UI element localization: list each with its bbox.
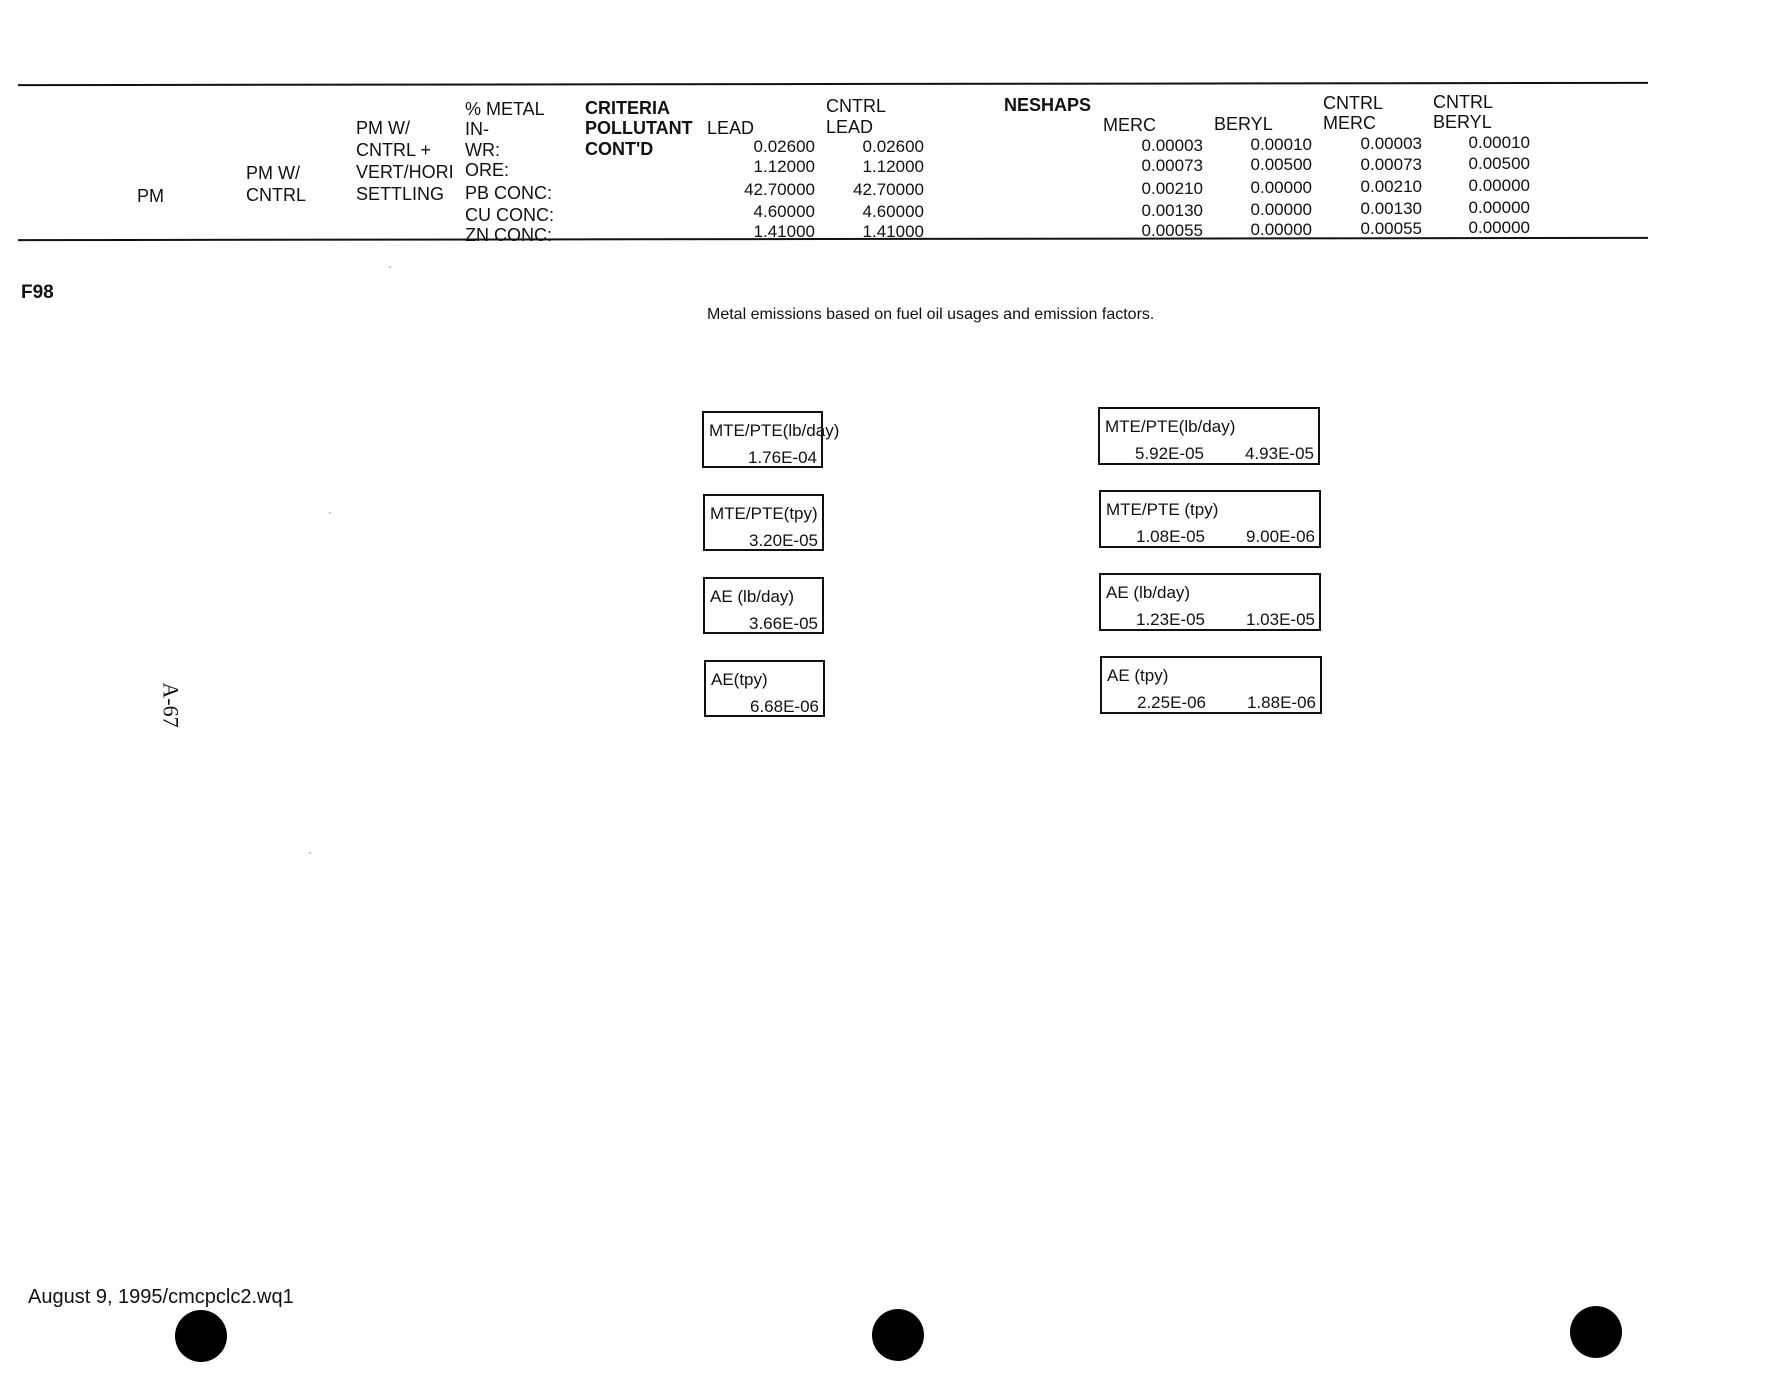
header-pm-w-cntrl-vert-4: SETTLING [356,184,445,204]
header-metal-in-ore-2: IN- [465,119,489,139]
header-metal-in-ore-1: % METAL [465,99,545,119]
left-box-ae-tpy [704,660,825,717]
box-value: 3.66E-05 [749,614,818,633]
scan-speck [309,852,311,854]
right-box-mte-pte-lb-day [1098,407,1320,465]
header-pm-w-cntrl-1: PM W/ [246,163,300,183]
punch-hole-right [1570,1306,1622,1358]
box-value-1: 1.23E-05 [1136,610,1205,629]
box-label: AE (tpy) [1107,666,1169,685]
cell-merc: 0.00055 [1141,221,1203,240]
cell-cntrl-merc: 0.00210 [1360,177,1422,196]
header-pm: PM [137,186,164,206]
cell-beryl: 0.00000 [1250,220,1312,239]
row-label-zn-conc: ZN CONC: [465,225,552,245]
header-cntrl-beryl-2: BERYL [1433,112,1492,132]
section-code: F98 [21,282,54,303]
scan-speck [389,266,391,268]
box-label: AE (lb/day) [1106,583,1191,602]
box-value-2: 1.03E-05 [1246,610,1315,629]
header-cntrl-lead-2: LEAD [826,117,874,137]
header-criteria-1: CRITERIA [585,98,670,118]
header-beryl: BERYL [1214,114,1273,134]
box-label: MTE/PTE(tpy) [710,504,818,523]
cell-lead: 1.41000 [753,222,815,241]
box-value-2: 4.93E-05 [1245,444,1314,463]
page-number: A-67 [158,682,184,728]
header-metal-in-ore-4: ORE: [465,160,510,180]
cell-merc: 0.00003 [1141,136,1203,155]
cell-cntrl-beryl: 0.00000 [1468,218,1530,237]
cell-lead: 42.70000 [744,180,815,199]
box-label: MTE/PTE (tpy) [1106,500,1219,519]
cell-beryl: 0.00500 [1250,155,1312,174]
box-value-2: 9.00E-06 [1246,527,1315,546]
box-value: 3.20E-05 [749,531,818,550]
cell-cntrl-lead: 4.60000 [862,202,924,221]
right-box-ae-lb-day [1099,573,1321,631]
metal-emissions-note: Metal emissions based on fuel oil usages and emission factors. [707,306,1155,323]
right-box-ae-tpy [1100,656,1322,714]
cell-beryl: 0.00010 [1250,135,1312,154]
header-merc: MERC [1103,115,1156,135]
header-neshaps: NESHAPS [1004,95,1092,115]
table-top-rule [18,82,1648,86]
header-metal-in-ore-3: WR: [465,140,500,160]
left-box-mte-pte-lb-day [702,411,840,468]
cell-lead: 1.12000 [753,157,815,176]
cell-cntrl-lead: 0.02600 [862,137,924,156]
box-label: MTE/PTE(lb/day) [1105,417,1236,436]
header-criteria-2: POLLUTANT [585,118,693,138]
cell-lead: 0.02600 [753,137,815,156]
box-value: 6.68E-06 [750,697,819,716]
scan-speck [329,512,331,514]
header-cntrl-merc-2: MERC [1323,113,1376,133]
cell-cntrl-merc: 0.00003 [1360,134,1422,153]
header-pm-w-cntrl-vert-2: CNTRL + [356,140,431,160]
header-pm-w-cntrl-2: CNTRL [246,185,307,205]
row-label-pb-conc: PB CONC: [465,183,553,203]
cell-cntrl-lead: 42.70000 [853,180,924,199]
cell-cntrl-lead: 1.12000 [862,157,924,176]
row-label-cu-conc: CU CONC: [465,205,554,225]
box-label: AE (lb/day) [710,587,795,606]
box-value: 1.76E-04 [748,448,817,467]
cell-cntrl-lead: 1.41000 [862,222,924,241]
cell-merc: 0.00130 [1141,201,1203,220]
cell-beryl: 0.00000 [1250,200,1312,219]
header-pm-w-cntrl-vert-3: VERT/HORI [356,162,454,182]
cell-beryl: 0.00000 [1250,178,1312,197]
cell-merc: 0.00210 [1141,179,1203,198]
box-label: AE(tpy) [711,670,768,689]
header-cntrl-beryl-1: CNTRL [1433,92,1494,112]
cell-lead: 4.60000 [753,202,815,221]
header-lead: LEAD [707,118,755,138]
cell-cntrl-beryl: 0.00000 [1468,198,1530,217]
box-label: MTE/PTE(lb/day) [709,421,840,440]
cell-cntrl-merc: 0.00073 [1360,155,1422,174]
cell-merc: 0.00073 [1141,156,1203,175]
cell-cntrl-merc: 0.00055 [1360,219,1422,238]
left-box-ae-lb-day [703,577,824,634]
box-value-1: 5.92E-05 [1135,444,1204,463]
box-value-1: 1.08E-05 [1136,527,1205,546]
punch-hole-center [872,1309,924,1361]
cell-cntrl-beryl: 0.00500 [1468,154,1530,173]
header-cntrl-merc-1: CNTRL [1323,93,1384,113]
box-value-1: 2.25E-06 [1137,693,1206,712]
right-box-mte-pte-tpy [1099,490,1321,548]
header-pm-w-cntrl-vert-1: PM W/ [356,118,410,138]
left-box-mte-pte-tpy [703,494,824,551]
cell-cntrl-merc: 0.00130 [1360,199,1422,218]
cell-cntrl-beryl: 0.00010 [1468,133,1530,152]
header-criteria-3: CONT'D [585,139,654,159]
punch-hole-left [175,1310,227,1362]
box-value-2: 1.88E-06 [1247,693,1316,712]
footer-date-filename: August 9, 1995/cmcpclc2.wq1 [28,1286,294,1308]
header-cntrl-lead-1: CNTRL [826,96,887,116]
cell-cntrl-beryl: 0.00000 [1468,176,1530,195]
